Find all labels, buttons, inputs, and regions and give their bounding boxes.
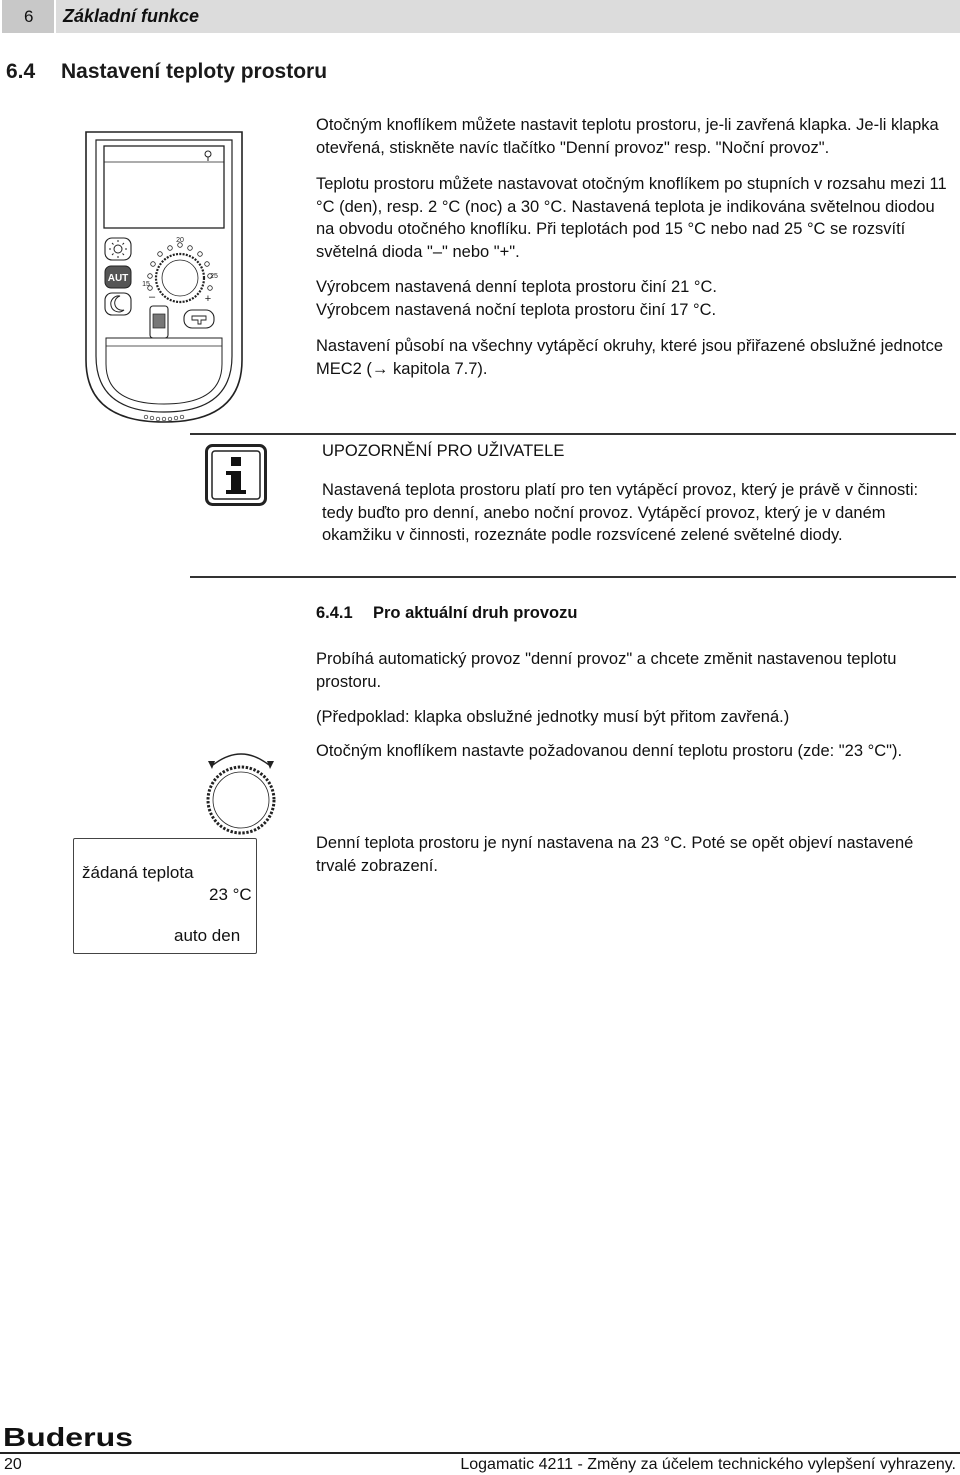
note-top-rule <box>190 433 956 435</box>
info-icon <box>205 444 267 506</box>
note-bottom-rule <box>190 576 956 578</box>
dial-label-15: 15 <box>142 281 150 288</box>
section-title <box>6 60 327 84</box>
display-line-mode: auto den <box>174 926 241 945</box>
display-line-setpoint: žádaná teplota <box>82 863 194 882</box>
svg-text:Buderus: Buderus <box>3 1424 133 1450</box>
note-title: UPOZORNĚNÍ PRO UŽIVATELE <box>322 442 565 460</box>
paragraph-result: Denní teplota prostoru je nyní nastavena na 23 °C. Poté se opět objeví nastavené trvalé zobrazení. <box>316 834 914 875</box>
paragraph-intro: Otočným knoflíkem můžete nastavit teplotu prostoru, je-li zavřená klapka. Je-li klapka otevřená, stiskněte navíc tlačítko "Denní provoz" resp. "Noční provoz". <box>316 116 939 157</box>
dial-label-20: 20 <box>176 237 184 244</box>
footer-rule <box>0 1452 960 1454</box>
display-panel <box>73 838 257 954</box>
paragraph-range: Teplotu prostoru můžete nastavovat otočným knoflíkem po stupních v rozsahu mezi 11 °C (den), resp. 2 °C (noc) a 30 °C. Nastavená teplota je indikována světelnou diodou na obvodu otočného knoflíku. Při teplotách pod 15 °C nebo nad 25 °C se rozsvítí světelná dioda "–" nebo "+". <box>316 175 947 261</box>
paragraph-factory-night: Výrobcem nastavená noční teplota prostoru činí 17 °C. <box>316 301 717 319</box>
chapter-number: 6 <box>2 0 54 33</box>
display-line-temperature: 23 °C <box>209 885 252 904</box>
subsection-title <box>316 604 577 623</box>
dial-plus: + <box>204 293 212 305</box>
subsection-number: 6.4.1 <box>316 604 353 622</box>
rotary-knob-icon <box>205 745 277 837</box>
dial-minus: – <box>148 291 156 303</box>
paragraph-auto-mode: Probíhá automatický provoz "denní provoz" a chcete změnit nastavenou teplotu prostoru. <box>316 650 897 691</box>
paragraph-set-knob: Otočným knoflíkem nastavte požadovanou denní teplotu prostoru (zde: "23 °C"). <box>316 742 903 760</box>
page-number: 20 <box>4 1456 22 1473</box>
paragraph-precondition: (Předpoklad: klapka obslužné jednotky musí být přitom zavřená.) <box>316 708 790 726</box>
control-unit-illustration <box>80 124 248 424</box>
section-number: 6.4 <box>6 60 36 83</box>
footer-text: Logamatic 4211 - Změny za účelem technického vylepšení vyhrazeny. <box>460 1456 956 1473</box>
chapter-title: Základní funkce <box>56 0 960 33</box>
subsection-title-text: Pro aktuální druh provozu <box>373 604 578 622</box>
section-title-text: Nastavení teploty prostoru <box>61 60 328 83</box>
buderus-logo <box>3 1424 135 1450</box>
paragraph-factory-day: Výrobcem nastavená denní teplota prostoru činí 21 °C. <box>316 278 717 296</box>
paragraph-circuits: Nastavení působí na všechny vytápěcí okruhy, které jsou přiřazené obslužné jednotce MEC2 (→ kapitola 7.7). <box>316 337 944 378</box>
aut-button-label: AUT <box>107 273 129 284</box>
note-text: Nastavená teplota prostoru platí pro ten vytápěcí provoz, který je právě v činnosti: tedy buďto pro denní, anebo noční provoz. Vytápěcí provoz, který je v daném okamžiku v činnosti, rozeznáte podle rozsvícené zelené světelné diody. <box>322 481 919 544</box>
dial-label-25: 25 <box>210 273 218 280</box>
